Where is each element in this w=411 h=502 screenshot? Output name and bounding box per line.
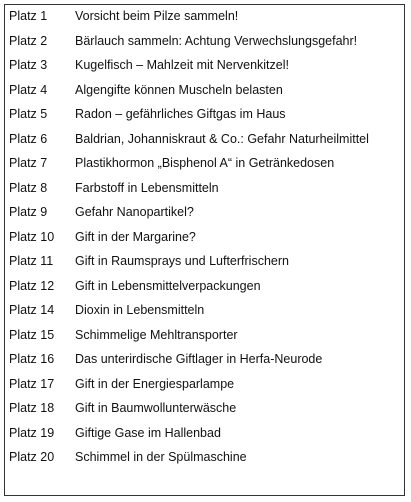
rank-place: Platz 12 (9, 278, 55, 293)
rank-title: Gift in der Margarine? (75, 229, 196, 244)
rank-title: Giftige Gase im Hallenbad (75, 425, 221, 440)
list-item (9, 58, 401, 83)
rank-place: Platz 17 (9, 376, 55, 391)
list-item (9, 426, 401, 451)
rank-title: Plastikhormon „Bisphenol A“ in Getränkedosen (75, 156, 335, 170)
rank-title: Radon – gefährliches Giftgas im Haus (75, 107, 286, 121)
rank-place: Platz 5 (9, 107, 48, 121)
rank-place: Platz 16 (9, 352, 55, 366)
list-item (9, 34, 401, 59)
rank-title: Bärlauch sammeln: Achtung Verwechslungsgefahr! (75, 33, 358, 48)
list-item (9, 279, 401, 304)
rank-title: Vorsicht beim Pilze sammeln! (75, 9, 239, 23)
rank-place: Platz 18 (9, 401, 55, 415)
rank-place: Platz 4 (9, 82, 48, 97)
list-item (9, 303, 401, 328)
rank-title: Das unterirdische Giftlager in Herfa-Neurode (75, 352, 323, 366)
rank-title: Gefahr Nanopartikel? (75, 205, 194, 219)
rank-title: Baldrian, Johanniskraut & Co.: Gefahr Naturheilmittel (75, 131, 369, 146)
list-item (9, 352, 401, 377)
list-item (9, 401, 401, 426)
list-item (9, 181, 401, 206)
rank-title: Dioxin in Lebensmitteln (75, 303, 205, 317)
list-item (9, 230, 401, 255)
rank-place: Platz 11 (9, 254, 54, 268)
rank-place: Platz 9 (9, 205, 48, 219)
list-item (9, 377, 401, 402)
list-item (9, 107, 401, 132)
list-item (9, 156, 401, 181)
rank-title: Kugelfisch – Mahlzeit mit Nervenkitzel! (75, 58, 289, 72)
rank-place: Platz 6 (9, 131, 48, 146)
rank-place: Platz 15 (9, 327, 55, 342)
rank-place: Platz 14 (9, 303, 55, 317)
rank-title: Gift in der Energiesparlampe (75, 376, 235, 391)
rank-place: Platz 7 (9, 156, 48, 170)
list-item (9, 254, 401, 279)
rank-place: Platz 1 (9, 9, 48, 23)
ranking-list (9, 9, 401, 475)
rank-title: Algengifte können Muscheln belasten (75, 82, 283, 97)
list-item (9, 132, 401, 157)
rank-place: Platz 8 (9, 180, 48, 195)
rank-place: Platz 20 (9, 450, 55, 464)
rank-place: Platz 3 (9, 58, 48, 72)
rank-place: Platz 2 (9, 33, 48, 48)
rank-title: Schimmel in der Spülmaschine (75, 450, 247, 464)
list-item (9, 328, 401, 353)
list-item (9, 83, 401, 108)
rank-title: Farbstoff in Lebensmitteln (75, 180, 219, 195)
rank-place: Platz 19 (9, 425, 55, 440)
rank-title: Gift in Baumwollunterwäsche (75, 401, 237, 415)
rank-title: Gift in Lebensmittelverpackungen (75, 278, 261, 293)
rank-title: Schimmelige Mehltransporter (75, 327, 238, 342)
list-item (9, 9, 401, 34)
list-item (9, 450, 401, 475)
rank-title: Gift in Raumsprays und Lufterfrischern (75, 254, 289, 268)
rank-place: Platz 10 (9, 229, 55, 244)
list-item (9, 205, 401, 230)
